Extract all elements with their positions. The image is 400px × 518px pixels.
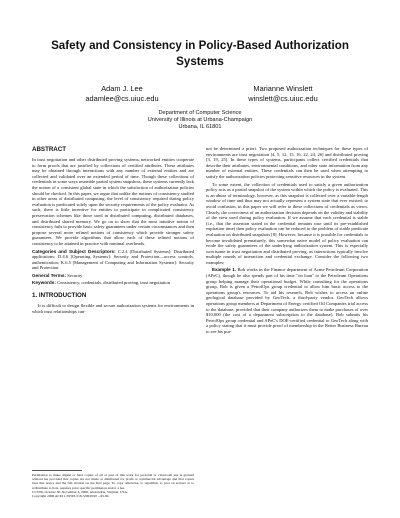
- author-2: [208, 84, 358, 103]
- general-terms-text: Security: [67, 272, 83, 278]
- abstract-text: In trust negotiation and other distributed proving systems, networked entities cooperate to form proofs that are justified by collections of certified attributes. These attributes may be obtained through interactions with any number of external entities and are collected and validated over an extended period of time. Though these collections of credentials in some ways resemble partial system snapshots, these systems currently lack the notion of a consistent global state in which the satisfaction of authorization policies should be checked. In this paper, we argue that unlike the notions of consistency studied in other areas of distributed computing, the level of consistency required during policy evaluation is predicated solely upon the security requirements of the policy evaluator. As such, there is little incentive for entities to participate in complicated consistency preservation schemes like those used in distributed computing, distributed databases, and distributed shared memory. We go on to show that the most intuitive notion of consistency fails to provide basic safety guarantees under certain circumstances and then propose several more refined notions of consistency which provide stronger safety guarantees. We provide algorithms that allow each of these refined notions of consistency to be attained in practice with minimal overheads.: [32, 157, 194, 246]
- introduction-text: It is difficult to design flexible and secure authorization systems for environments in which trust relationships can-: [32, 303, 194, 314]
- categories-label: Categories and Subject Descriptors:: [32, 248, 116, 254]
- right-paragraph-1: not be determined a priori. Two proposed authorization techniques for these types of environments are trust negotiation [4, 5, 12, 15, 16, 22, 24, 26] and distributed proving [3, 19, 25]. In these types of systems, participants collect certified credentials that describe their attributes, environmental conditions, and other state information from any number of external entities. These credentials can then be used when attempting to satisfy the authorization policies protecting sensitive resources in the system.: [206, 146, 368, 179]
- right-column: [206, 146, 368, 337]
- affiliation-city: Urbana, IL 61801: [178, 124, 222, 131]
- left-column: [32, 146, 194, 316]
- footnote-rule: [32, 470, 82, 471]
- affiliation-department: Department of Computer Science: [158, 110, 242, 116]
- author-1: [47, 84, 197, 103]
- footnote-copyright: Copyright 2006 ACM 1-59593-518-5/06/0010 ...$5.00.: [32, 494, 110, 499]
- example-1-label: Example 1.: [212, 267, 237, 273]
- footnote-permission: Permission to make digital or hard copies of all or part of this work for personal or classroom use is granted without fee provided that copies are not made or distributed for profit or commercial advantage and that copies bear this notice and the full citation on the first page. To copy otherwise, to republish, to post on servers or to redistribute to lists, requires prior specific permission and/or a fee.: [32, 473, 194, 490]
- affiliation-university: University of Illinois at Urbana-Champaign: [147, 117, 253, 124]
- author-1-name: Adam J. Lee: [101, 84, 143, 93]
- keywords-label: Keywords:: [32, 280, 56, 286]
- affiliation: [100, 110, 300, 132]
- general-terms-label: General Terms:: [32, 272, 67, 278]
- paper-title: Safety and Consistency in Policy-Based Authorization Systems: [51, 39, 349, 68]
- abstract-heading: ABSTRACT: [32, 146, 67, 153]
- example-1-text: Bob works in the Finance department of Acme Petroleum Corporation (APeC), though he also spends part of his time "on loan" to the Petroleum Operations group helping manage their operational budget. While consulting for the operations group, Bob is given a PetrolOps group credential to allow him basic access to the operations group's resources. To aid his research, Bob wishes to access an online geological database provided by GeoTech, a third-party vendor. GeoTech allows operations group members at Department of Energy certified Oil Companies trial access to the database, provided that their company authorizes them to make purchases of over $10,000 (the cost of a department subscription to the database). Bob submits his PetrolOps group credential and APeC's DOE-certified credential to GeoTech along with a policy stating that it must provide proof of membership in the Better Business Bureau to see his pur-: [206, 267, 368, 334]
- example-1: [206, 267, 368, 334]
- author-2-name: Marianne Winslett: [253, 84, 313, 93]
- keywords: [32, 280, 194, 286]
- author-1-email: adamlee@cs.uiuc.edu: [85, 93, 159, 103]
- categories-text: C.2.4 [Distributed Systems]: Distributed applications; D.4.6 [Operating Systems]: Security and Protection—access controls, authentication; K.6.5 [Management of Computing and Information Systems]: Security and Protection: [32, 248, 194, 271]
- copyright-footnote: [32, 470, 194, 498]
- keywords-text: Consistency, credentials, distributed proving, trust negotiation: [57, 280, 170, 286]
- categories: [32, 249, 194, 271]
- author-2-email: winslett@cs.uiuc.edu: [248, 93, 318, 103]
- footnote-conference: CCS'06, October 30–November 3, 2006, Alexandria, Virginia, USA.: [32, 489, 128, 494]
- general-terms: [32, 273, 194, 279]
- introduction-heading: 1. INTRODUCTION: [32, 292, 87, 300]
- right-paragraph-2: To some extent, the collection of credentials used to satisfy a given authorization policy acts as a partial snapshot of the system within which the policy is evaluated. This is an abuse of terminology, however, as this snapshot is collected over a variable-length window of time and thus may not actually represent a system state that ever existed; to avoid confusion, in this paper we will refer to these collections of credentials as views. Clearly, the correctness of an authorization decision depends on the validity and stability of the view used during policy evaluation. If we assume that each credential is stable (i.e., that the assertion stated in the credential remains true until its pre-established expiration time) then policy evaluation can be reduced to the problem of stable predicate evaluation on distributed snapshots [8]. However, because it is possible for credentials to become invalidated prematurely, this somewhat naive model of policy evaluation can erode the safety guarantees of the underlying authorization system. This is especially worrisome in trust negotiation and distributed proving, as interactions typically involve multiple rounds of interaction and credential exchange. Consider the following two examples:: [206, 181, 368, 265]
